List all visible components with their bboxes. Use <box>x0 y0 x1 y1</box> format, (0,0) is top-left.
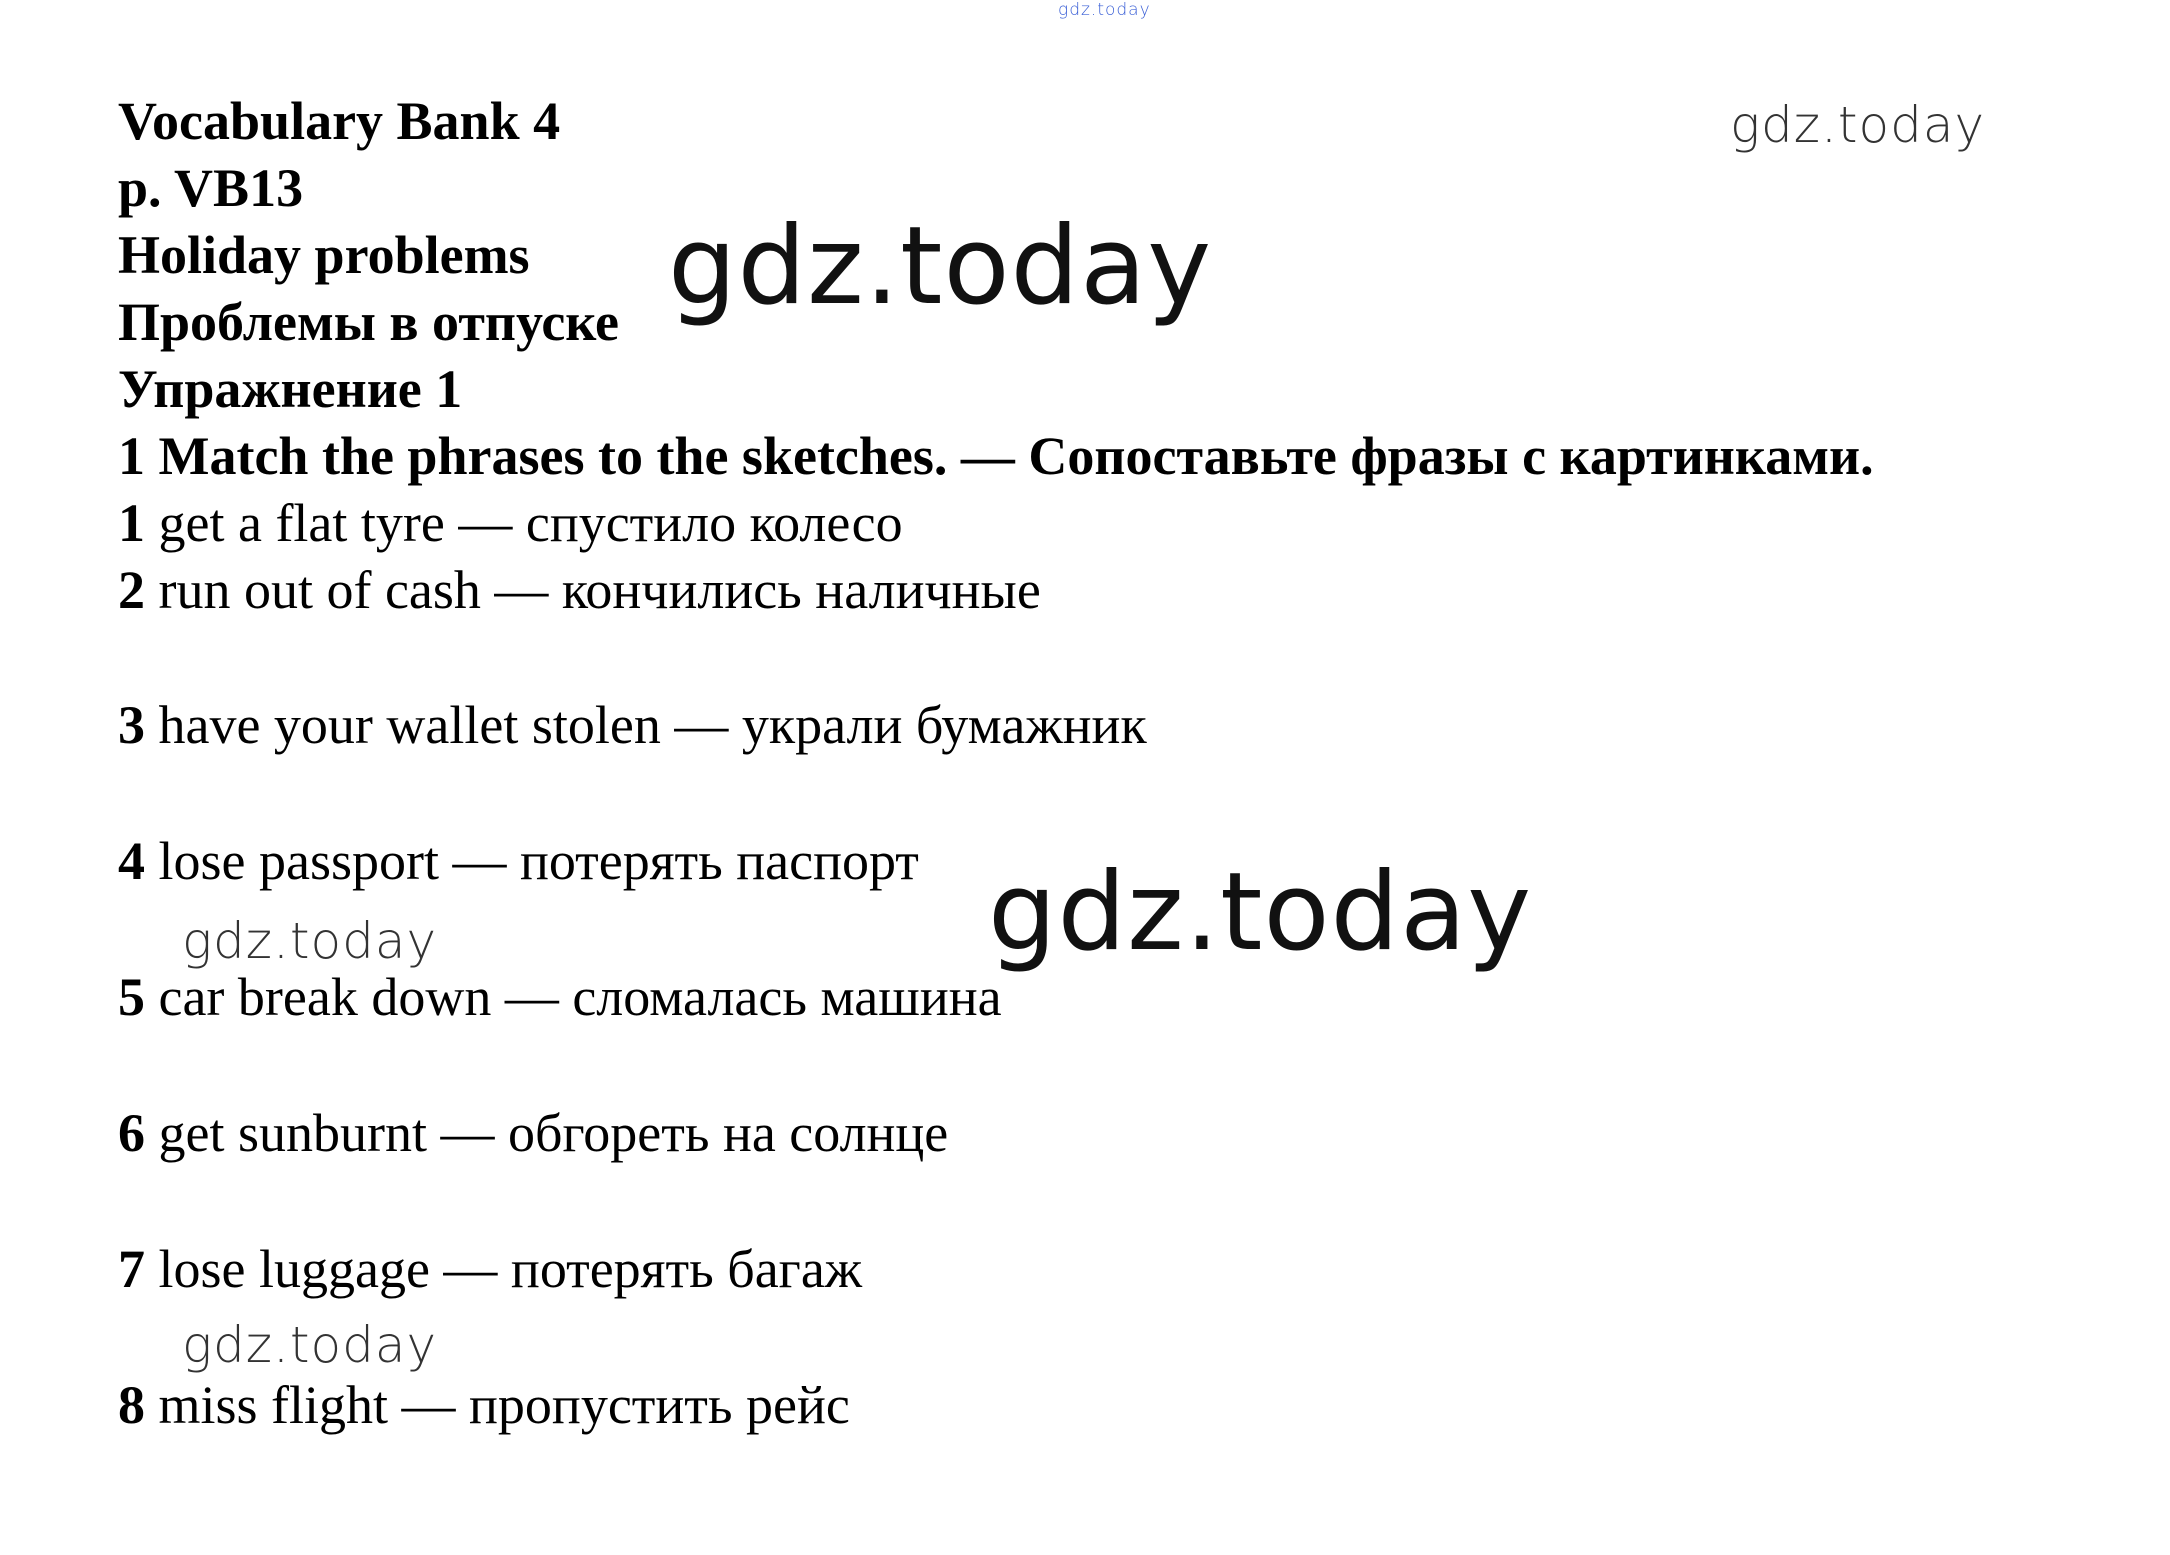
vocab-item <box>118 1372 850 1438</box>
item-text: car break down — сломалась машина <box>158 967 1002 1027</box>
watermark-top-tiny: gdz.today <box>1058 0 1151 20</box>
watermark-top-right: gdz.today <box>1730 96 1986 154</box>
vocab-item <box>118 692 1147 758</box>
vocab-item <box>118 1236 862 1302</box>
vocab-item <box>118 964 1002 1030</box>
item-text: get a flat tyre — спустило колесо <box>158 493 903 553</box>
item-text: miss flight — пропустить рейс <box>158 1375 850 1435</box>
watermark-mid-large: gdz.today <box>988 850 1533 975</box>
item-number: 4 <box>118 831 145 891</box>
item-number: 6 <box>118 1103 145 1163</box>
vocab-item <box>118 1100 948 1166</box>
topic-english: Holiday problems <box>118 225 530 285</box>
item-number: 2 <box>118 560 145 620</box>
item-text: have your wallet stolen — украли бумажник <box>158 695 1147 755</box>
vocab-item <box>118 828 919 894</box>
item-number: 1 <box>118 493 145 553</box>
watermark-lower-small: gdz.today <box>182 1316 438 1374</box>
item-number: 5 <box>118 967 145 1027</box>
item-number: 8 <box>118 1375 145 1435</box>
item-text: lose passport — потерять паспорт <box>158 831 919 891</box>
exercise-heading: Упражнение 1 <box>118 359 463 419</box>
item-number: 3 <box>118 695 145 755</box>
document-title: Vocabulary Bank 4 <box>118 91 561 151</box>
item-text: run out of cash — кончились наличные <box>158 560 1041 620</box>
page-reference: p. VB13 <box>118 158 304 218</box>
vocab-item <box>118 557 1041 623</box>
item-number: 7 <box>118 1239 145 1299</box>
watermark-header-large: gdz.today <box>668 204 1213 329</box>
topic-russian: Проблемы в отпуске <box>118 292 620 352</box>
exercise-instruction: 1 Match the phrases to the sketches. — Сопоставьте фразы с картинками. <box>118 426 1874 486</box>
watermark-mid-small: gdz.today <box>182 912 438 970</box>
item-text: get sunburnt — обгореть на солнце <box>158 1103 949 1163</box>
vocab-item <box>118 490 903 556</box>
item-text: lose luggage — потерять багаж <box>158 1239 863 1299</box>
